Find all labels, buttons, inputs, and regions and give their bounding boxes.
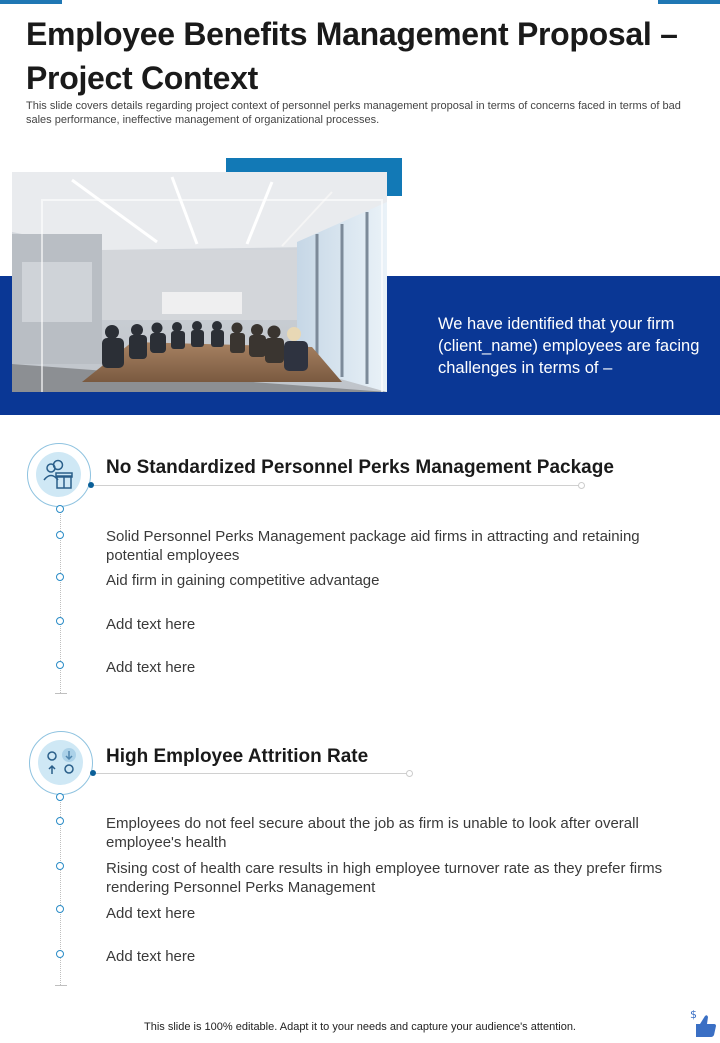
section-1-bullet-dot-4 — [56, 661, 64, 669]
section-2-bullet-dot-1 — [56, 817, 64, 825]
gift-users-icon — [36, 452, 81, 497]
section-1-heading-underline — [94, 485, 580, 486]
section-1-bullet-1: Solid Personnel Perks Management package aid firms in attracting and retaining potential employees — [106, 528, 640, 564]
thumbs-up-dollar-icon — [688, 1006, 718, 1038]
section-1-bullet-4: Add text here — [106, 659, 196, 676]
section-2-icon-ring — [29, 731, 93, 795]
section-1-bullet-dot-2 — [56, 573, 64, 581]
section-2-heading-line-end — [406, 770, 413, 777]
top-right-accent-bar — [658, 0, 720, 4]
slide-title: Employee Benefits Management Proposal – Project Context — [26, 16, 678, 96]
section-2-timeline-start-dot — [56, 793, 64, 801]
footer-note: This slide is 100% editable. Adapt it to your needs and capture your audience's attention. — [144, 1021, 576, 1033]
section-2-bullet-1: Employees do not feel secure about the job as firm is unable to look after overall employee's health — [106, 815, 639, 851]
top-left-accent-bar — [0, 0, 62, 4]
section-2-timeline-end — [55, 985, 67, 986]
section-1-heading: No Standardized Personnel Perks Management Package — [106, 457, 614, 478]
slide-subtitle: This slide covers details regarding project context of personnel perks management proposal in terms of concerns faced in terms of bad sales performance, ineffective management of organizational processes. — [26, 100, 681, 126]
section-1-bullet-dot-3 — [56, 617, 64, 625]
section-1-bullet-2: Aid firm in gaining competitive advantage — [106, 572, 380, 589]
section-1-icon-circle — [36, 452, 81, 497]
section-1-heading-line-end — [578, 482, 585, 489]
section-2-bullet-dot-2 — [56, 862, 64, 870]
hero-statement: We have identified that your firm (client_name) employees are facing challenges in terms of – — [438, 315, 700, 377]
section-1-bullet-dot-1 — [56, 531, 64, 539]
section-1-timeline-end — [55, 693, 67, 694]
section-2-bullet-4: Add text here — [106, 948, 196, 965]
section-2-bullet-dot-4 — [56, 950, 64, 958]
section-2-bullet-3: Add text here — [106, 905, 196, 922]
section-2-bullet-dot-3 — [56, 905, 64, 913]
section-2-heading-underline — [96, 773, 408, 774]
section-1-timeline-start-dot — [56, 505, 64, 513]
employee-turnover-icon — [38, 740, 83, 785]
section-2-icon-circle — [38, 740, 83, 785]
section-1-bullet-3: Add text here — [106, 616, 196, 633]
meeting-room-photo — [12, 172, 387, 392]
meeting-room-illustration — [12, 172, 387, 392]
section-1-icon-ring — [27, 443, 91, 507]
svg-text:$: $ — [690, 1008, 697, 1021]
section-2-heading: High Employee Attrition Rate — [106, 746, 369, 767]
section-2-bullet-2: Rising cost of health care results in high employee turnover rate as they prefer firms rendering Personnel Perks Management — [106, 860, 663, 896]
